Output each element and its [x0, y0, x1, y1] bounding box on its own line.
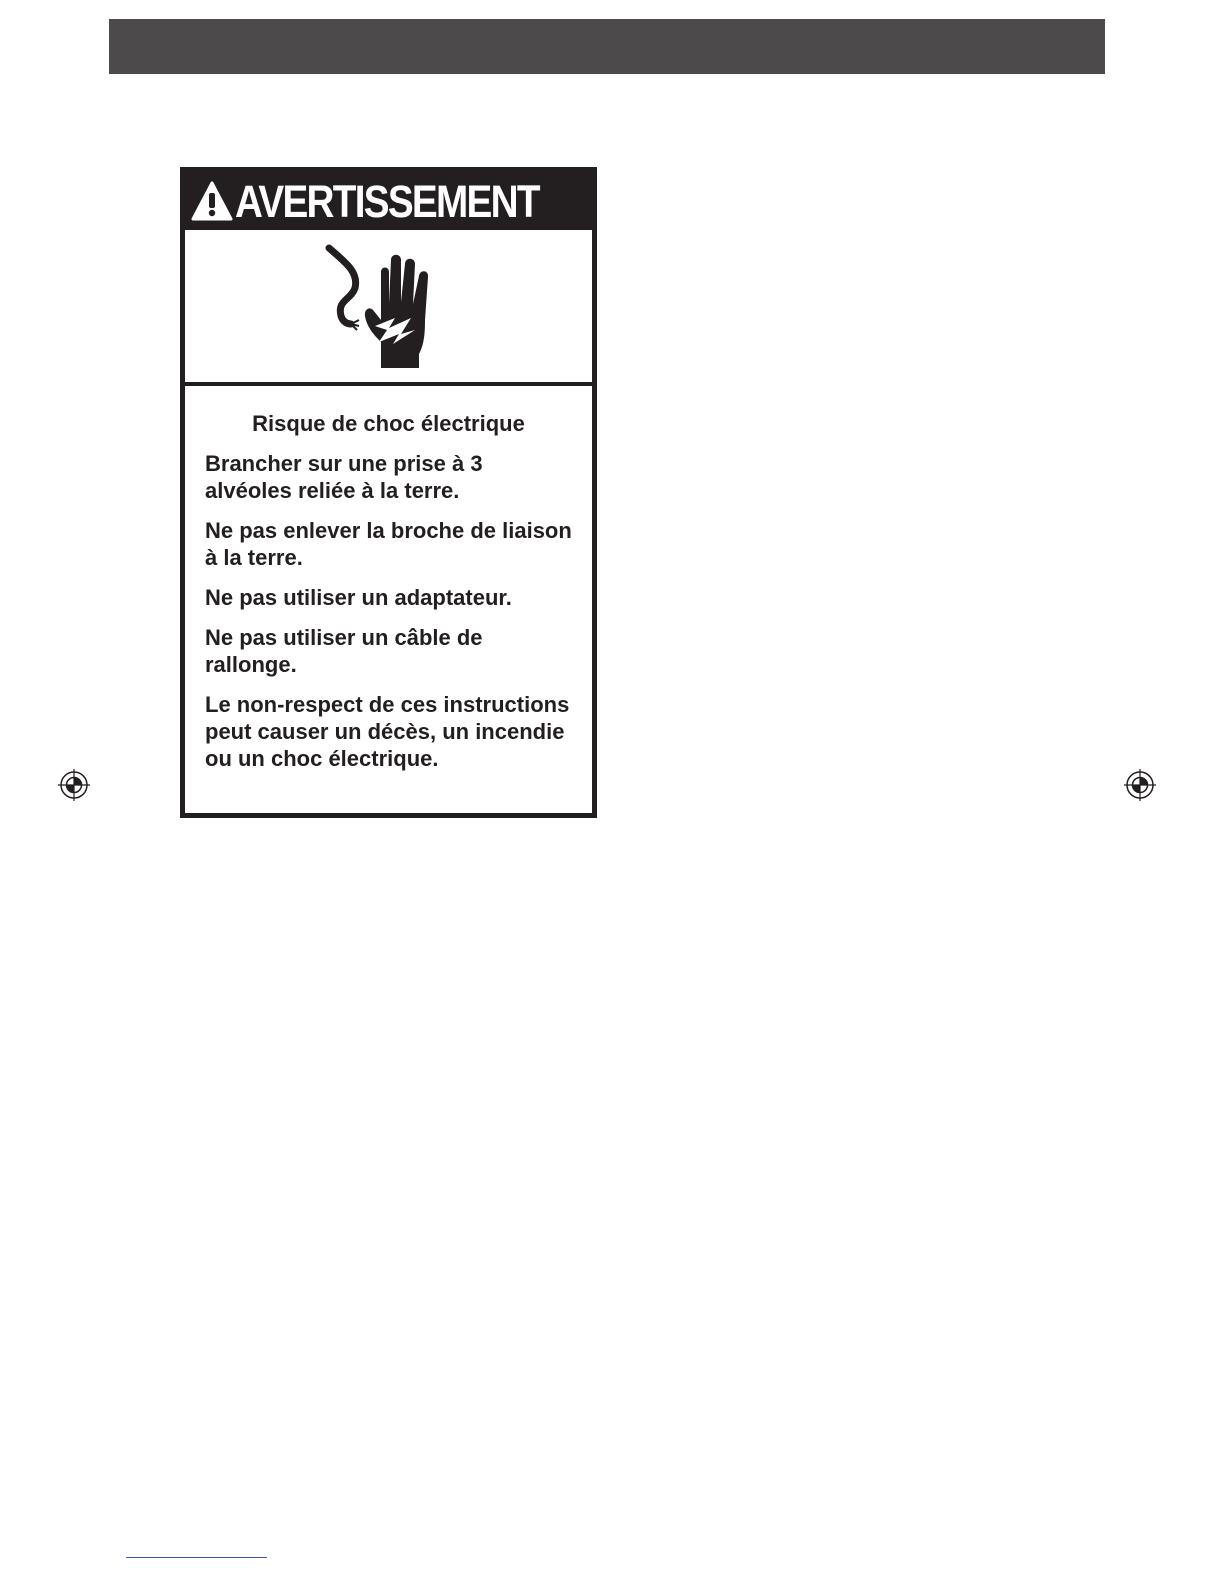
footer-link-underline[interactable]	[126, 1557, 267, 1558]
instruction-no-adapter: Ne pas utiliser un adaptateur.	[205, 585, 512, 610]
instruction-consequences: Le non-respect de ces instructions peut causer un décès, un incendie ou un choc électrique.	[205, 692, 570, 771]
warning-triangle-icon	[191, 181, 233, 221]
instruction-ground-prong: Ne pas enlever la broche de liaison à la terre.	[205, 518, 572, 570]
instruction-no-extension-cord: Ne pas utiliser un câble de rallonge.	[205, 625, 483, 677]
pictogram-panel	[185, 230, 592, 386]
registration-mark-icon	[1124, 769, 1156, 801]
header-bar	[109, 19, 1105, 74]
warning-title: AVERTISSEMENT	[235, 176, 539, 227]
warning-header	[185, 172, 592, 230]
registration-mark-icon	[58, 769, 90, 801]
warning-label	[180, 167, 597, 818]
electric-shock-hand-icon	[315, 242, 435, 370]
instruction-grounded-outlet: Brancher sur une prise à 3 alvéoles reliée à la terre.	[205, 451, 483, 503]
hazard-title: Risque de choc électrique	[252, 411, 525, 436]
